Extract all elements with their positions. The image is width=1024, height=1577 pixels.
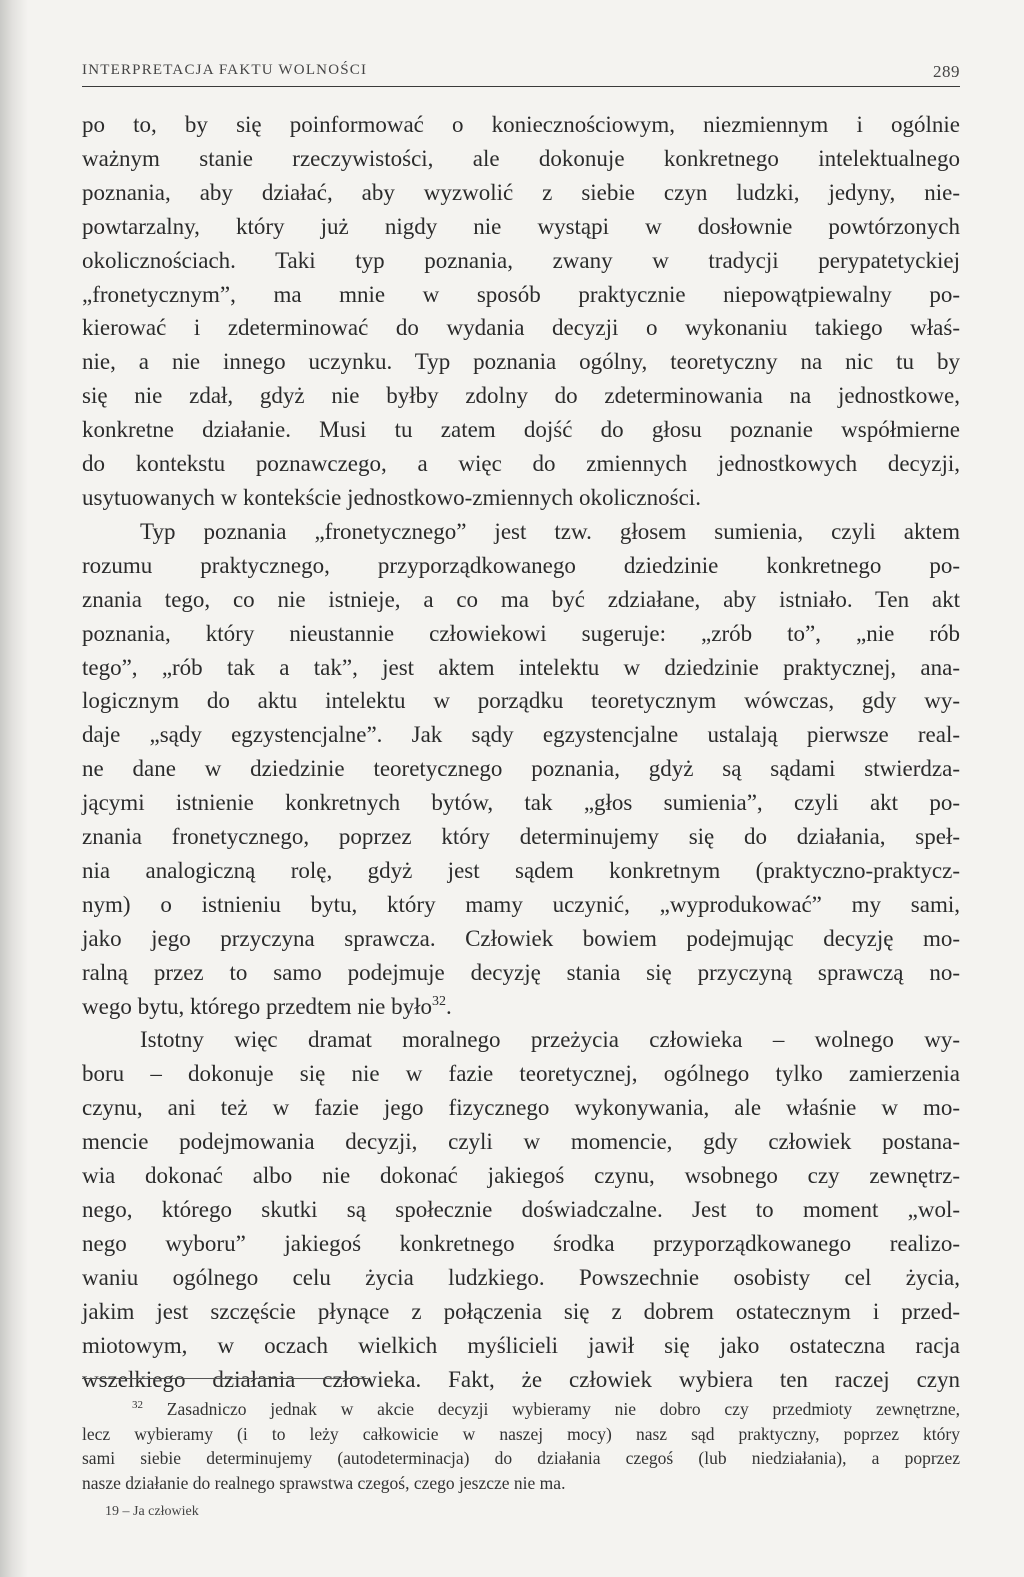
footnotes bbox=[82, 1378, 960, 1495]
paragraph-3 bbox=[82, 1023, 960, 1396]
text-line: ne dane w dziedzinie teoretycznego poznania, gdyż są sądami stwierdza- bbox=[82, 756, 960, 782]
text-line: do kontekstu poznawczego, a więc do zmiennych jednostkowych decyzji, bbox=[82, 451, 960, 477]
text-line: miotowym, w oczach wielkich myślicieli jawił się jako ostateczna racja bbox=[82, 1332, 960, 1358]
footnote-number: 32 bbox=[132, 1399, 143, 1411]
footnote-line bbox=[82, 1397, 960, 1422]
text-line: mencie podejmowania decyzji, czyli w momencie, gdy człowiek postana- bbox=[82, 1129, 960, 1155]
binding-shadow bbox=[0, 0, 28, 1577]
text-line: powtarzalny, który już nigdy nie wystąpi w dosłownie powtórzonych bbox=[82, 213, 960, 239]
text-line: nia analogiczną rolę, gdyż jest sądem konkretnym (praktyczno-praktycz- bbox=[82, 857, 960, 883]
text-line: wia dokonać albo nie dokonać jakiegoś czynu, wsobnego czy zewnętrz- bbox=[82, 1163, 960, 1189]
text-line: Istotny więc dramat moralnego przeżycia człowieka – wolnego wy- bbox=[140, 1027, 960, 1053]
text-line: waniu ogólnego celu życia ludzkiego. Powszechnie osobisty cel życia, bbox=[82, 1264, 960, 1290]
footnote-reference[interactable]: 32 bbox=[432, 993, 447, 1009]
text-line-content: wego bytu, którego przedtem nie było bbox=[82, 993, 433, 1019]
text-line: logicznym do aktu intelektu w porządku teoretycznym wówczas, gdy wy- bbox=[82, 688, 960, 714]
footnote-line-content: Zasadniczo jednak w akcie decyzji wybieramy nie dobro czy przedmioty zewnętrzne, bbox=[166, 1399, 960, 1419]
text-line: poznania, aby działać, aby wyzwolić z siebie czyn ludzki, jedyny, nie- bbox=[82, 179, 960, 205]
text-line: wszelkiego działania człowieka. Fakt, że człowiek wybiera ten raczej czyn bbox=[82, 1366, 960, 1392]
sentence-end: . bbox=[446, 993, 452, 1019]
footnote-32 bbox=[82, 1397, 960, 1495]
text-line: ralną przez to samo podejmuje decyzję stania się przyczyną sprawczą no- bbox=[82, 959, 960, 985]
text-line: ważnym stanie rzeczywistości, ale dokonuje konkretnego intelektualnego bbox=[82, 145, 960, 171]
text-line bbox=[82, 990, 960, 1024]
text-line: konkretne działanie. Musi tu zatem dojść do głosu poznanie współmierne bbox=[82, 417, 960, 443]
text-line: się nie zdał, gdyż nie byłby zdolny do zdeterminowania na jednostkowe, bbox=[82, 383, 960, 409]
running-title: INTERPRETACJA FAKTU WOLNOŚCI bbox=[82, 62, 368, 78]
text-line: nie, a nie innego uczynku. Typ poznania ogólny, teoretyczny na nic tu by bbox=[82, 349, 960, 375]
text-line: nego, którego skutki są społecznie doświadczalne. Jest to moment „wol- bbox=[82, 1197, 960, 1222]
running-header bbox=[82, 62, 960, 87]
page-number: 289 bbox=[933, 62, 960, 81]
paragraph-2 bbox=[82, 515, 960, 1024]
text-line: usytuowanych w kontekście jednostkowo-zmiennych okoliczności. bbox=[82, 484, 701, 510]
paragraph-1 bbox=[82, 108, 960, 515]
text-line: poznania, który nieustannie człowiekowi sugeruje: „zrób to”, „nie rób bbox=[82, 620, 960, 646]
text-line: rozumu praktycznego, przyporządkowanego dziedzinie konkretnego po- bbox=[82, 552, 960, 578]
text-line: „fronetycznym”, ma mnie w sposób praktycznie niepowątpiewalny po- bbox=[82, 281, 960, 307]
text-line: czynu, ani też w fazie jego fizycznego wykonywania, ale właśnie w mo- bbox=[82, 1095, 960, 1121]
text-line: kierować i zdeterminować do wydania decyzji o wykonaniu takiego właś- bbox=[82, 315, 960, 341]
text-line: daje „sądy egzystencjalne”. Jak sądy egzystencjalne ustalają pierwsze real- bbox=[82, 722, 960, 748]
text-line: jakim jest szczęście płynące z połączenia się z dobrem ostatecznym i przed- bbox=[82, 1298, 960, 1324]
text-line: jącymi istnienie konkretnych bytów, tak „głos sumienia”, czyli akt po- bbox=[82, 790, 960, 816]
body-text bbox=[82, 108, 960, 1396]
footnote-rule bbox=[82, 1378, 368, 1379]
text-line: okolicznościach. Taki typ poznania, zwany w tradycji perypatetyckiej bbox=[82, 247, 960, 273]
text-line: znania fronetycznego, poprzez który determinujemy się do działania, speł- bbox=[82, 824, 960, 850]
text-line: po to, by się poinformować o koniecznościowym, niezmiennym i ogólnie bbox=[82, 112, 960, 137]
footnote-line: lecz wybieramy (i to leży całkowicie w naszej mocy) nasz sąd praktyczny, poprzez który bbox=[82, 1423, 960, 1444]
footnote-line: sami siebie determinujemy (autodeterminacja) do działania czegoś (lub niedziałania), a poprzez bbox=[82, 1448, 960, 1468]
text-line: jako jego przyczyna sprawcza. Człowiek bowiem podejmując decyzję mo- bbox=[82, 925, 960, 951]
text-line: Typ poznania „fronetycznego” jest tzw. głosem sumienia, czyli aktem bbox=[140, 518, 960, 544]
text-line: znania tego, co nie istnieje, a co ma być zdziałane, aby istniało. Ten akt bbox=[82, 586, 960, 612]
text-line: nego wyboru” jakiegoś konkretnego środka przyporządkowanego realizo- bbox=[82, 1230, 960, 1256]
text-line: boru – dokonuje się nie w fazie teoretycznej, ogólnego tylko zamierzenia bbox=[82, 1061, 960, 1087]
text-line: nym) o istnieniu bytu, który mamy uczynić, „wyprodukować” my sami, bbox=[82, 891, 960, 917]
footnote-line: nasze działanie do realnego sprawstwa czegoś, czego jeszcze nie ma. bbox=[82, 1472, 566, 1493]
text-line: tego”, „rób tak a tak”, jest aktem intelektu w dziedzinie praktycznej, ana- bbox=[82, 654, 960, 680]
printer-signature: 19 – Ja człowiek bbox=[105, 1504, 199, 1519]
